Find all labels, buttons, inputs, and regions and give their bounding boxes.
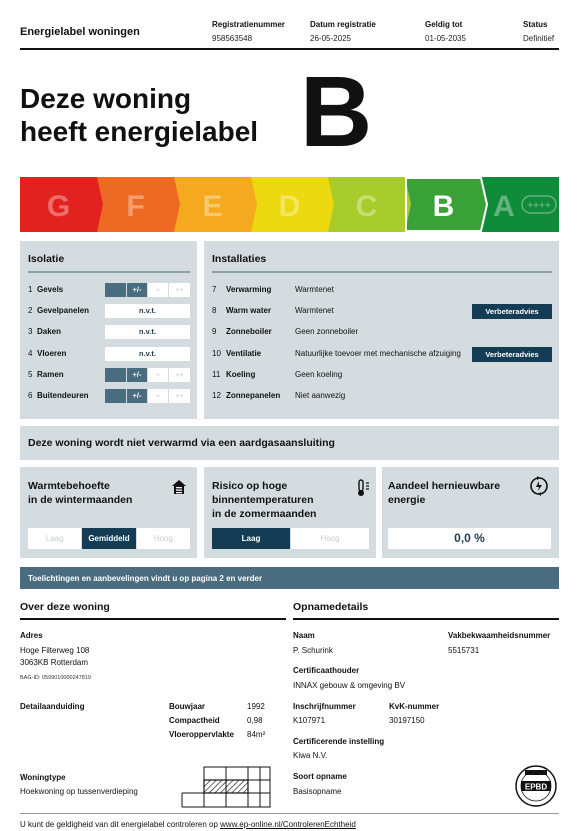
installatie-row-number: 8 [212,306,217,316]
thermometer-icon [354,479,370,502]
scale-seg-plusminus: +/- [127,368,147,382]
verbeteradvies-button[interactable]: Verbeteradvies [472,304,552,319]
woningtype-value: Hoekwoning op tussenverdieping [20,787,138,796]
scale-seg-plus: + [148,368,168,382]
vloer-value: 84m² [247,730,266,739]
installatie-row-number: 12 [212,391,221,400]
instelling-value: Kiwa N.V. [293,751,328,760]
bouwjaar-label: Bouwjaar [169,702,206,711]
installatie-row-label: Verwarming [226,285,272,294]
risico-panel [204,467,376,558]
headline [20,82,258,148]
scale-seg-plusminus: +/- [127,389,147,403]
hernieuwbaar-title-line1: Aandeel hernieuwbare [388,480,501,492]
status-block [523,20,554,43]
instelling-label: Certificerende instelling [293,737,385,746]
installatie-row-value: Natuurlijke toevoer met mechanische afzuiging [295,348,461,358]
installatie-row-value: Warmtenet [295,285,334,294]
hernieuwbaar-value: 0,0 % [388,528,551,549]
risico-title-line3: in de zomermaanden [212,508,317,520]
geldig-value: 01-05-2035 [425,34,466,43]
isolatie-row-scale [105,368,190,382]
energy-scale [20,177,559,232]
installatie-row-label: Warm water [226,306,272,316]
installaties-title: Installaties [212,253,267,265]
geldig-block [425,20,466,43]
footer-text: U kunt de geldigheid van dit energielabel controleren op [20,820,221,829]
toelichting-text: Toelichtingen en aanbevelingen vindt u op pagina 2 en verder [28,574,263,583]
scale-letter-f: F [126,190,145,223]
cert-label: Certificaathouder [293,666,360,675]
isolatie-row-label: Vloeren [37,348,67,358]
scale-seg-nvt: n.v.t. [105,304,190,318]
warmte-option-gemiddeld: Gemiddeld [82,528,135,549]
detail-label: Detailaanduiding [20,702,85,711]
isolatie-row-number: 6 [28,391,33,400]
installaties-divider [212,271,552,273]
scale-seg-minus [105,368,126,382]
isolatie-panel [20,241,197,419]
scale-seg-plusplus: ++ [169,368,190,382]
compactheid-label: Compactheid [169,716,220,725]
installatie-row-number: 7 [212,285,217,294]
datum-label: Datum registratie [310,20,376,29]
isolatie-row-label: Gevels [37,285,64,294]
scale-seg-plus: + [148,283,168,297]
house-icon [171,479,187,500]
installatie-row-value: Geen koeling [295,369,343,379]
scale-seg-minus [105,283,126,297]
hernieuwbaar-panel [382,467,559,558]
isolatie-row-label: Daken [37,327,62,337]
scale-seg-plusplus: ++ [169,389,190,403]
installatie-row-number: 11 [212,369,221,379]
building-diagram-icon [180,765,272,816]
warmte-title-line2: in de wintermaanden [28,494,133,506]
kvk-value: 30197150 [389,716,425,725]
bouwjaar-value: 1992 [247,702,265,711]
woningtype-label: Woningtype [20,773,66,782]
epbd-seal-icon [514,764,558,808]
installatie-row-value: Niet aanwezig [295,391,346,400]
registratienummer-value: 958563548 [212,34,253,43]
installatie-row-label: Zonneboiler [226,327,272,337]
footer [20,820,356,829]
footer-divider [20,813,559,814]
renewable-cycle-icon [528,475,550,502]
soort-value: Basisopname [293,787,342,796]
headline-line1: Deze woning [20,83,192,114]
scale-letter-g: G [46,190,71,223]
isolatie-row-scale [105,389,190,403]
hernieuwbaar-title-line2: energie [388,494,426,506]
installatie-row-value: Geen zonneboiler [295,327,359,337]
risico-title-line2: binnentemperaturen [212,494,314,506]
hernieuwbaar-title [388,479,500,507]
a-plus-text: ++++ [527,200,551,212]
isolatie-row-number: 3 [28,327,33,337]
isolatie-row-label: Gevelpanelen [37,306,90,316]
scale-letter-a: A [493,190,515,223]
installatie-row-label: Ventilatie [226,348,262,358]
isolatie-row-scale [105,283,190,297]
energy-scale-svg [20,177,559,232]
document-title: Energielabel woningen [20,26,140,38]
scale-seg-plusminus: +/- [127,283,147,297]
status-label: Status [523,20,548,29]
header-divider [20,48,559,50]
status-value: Definitief [523,34,555,43]
geldig-label: Geldig tot [425,20,463,29]
adres-label: Adres [20,631,43,640]
compactheid-value: 0,98 [247,716,263,725]
isolatie-row-scale [105,304,190,318]
scale-seg-minus [105,389,126,403]
datum-block [310,20,376,43]
scale-letter-e: E [202,190,223,223]
scale-letter-b: B [432,190,455,223]
risico-title [212,479,316,521]
verbeteradvies-button[interactable]: Verbeteradvies [472,347,552,362]
big-energy-label: B [300,56,373,168]
isolatie-divider [28,271,190,273]
toelichting-bar [20,567,559,589]
scale-seg-nvt: n.v.t. [105,347,190,361]
registratienummer-label: Registratienummer [212,20,285,29]
headline-line2: heeft energielabel [20,116,259,147]
footer-link[interactable]: www.ep-online.nl/ControlerenEchtheid [220,820,356,829]
isolatie-row-scale [105,325,190,339]
scale-seg-plusplus: ++ [169,283,190,297]
naam-label: Naam [293,631,315,640]
installatie-row-value: Warmtenet [295,306,334,316]
isolatie-row-number: 4 [28,348,33,358]
scale-letter-c: C [355,190,378,223]
risico-scale [212,528,369,549]
bag-id: BAG-ID: 0599010000247819 [20,675,91,681]
over-title: Over deze woning [20,601,110,613]
gas-banner-text: Deze woning wordt niet verwarmd via een aardgasaansluiting [28,437,335,449]
seal-text: EPBD [524,782,548,792]
inschrijf-value: K107971 [293,716,326,725]
registratienummer-block [212,20,285,43]
isolatie-row-scale [105,347,190,361]
warmte-option-hoog: Hoog [137,528,190,549]
isolatie-row-number: 2 [28,306,33,316]
risico-option-hoog: Hoog [291,528,369,549]
datum-value: 26-05-2025 [310,34,351,43]
kvk-label: KvK-nummer [389,702,440,711]
installatie-row-number: 9 [212,327,217,337]
opname-divider [293,618,559,620]
cert-value: INNAX gebouw & omgeving BV [293,681,406,690]
isolatie-row-label: Ramen [37,369,64,379]
vakbekwaam-value: 5515731 [448,646,480,655]
vakbekwaam-label: Vakbekwaamheidsnummer [448,631,551,640]
isolatie-row-number: 1 [28,285,33,294]
installatie-row-label: Zonnepanelen [226,391,281,400]
naam-value: P. Schurink [293,646,333,655]
scale-letter-d: D [278,190,301,223]
vloer-label: Vloeroppervlakte [169,730,234,739]
adres-line1: Hoge Filterweg 108 [20,646,90,655]
installatie-row-label: Koeling [226,369,256,379]
adres-line2: 3063KB Rotterdam [20,658,89,667]
isolatie-row-label: Buitendeuren [37,391,89,400]
over-divider [20,618,286,620]
scale-seg-plus: + [148,389,168,403]
warmtebehoefte-panel [20,467,197,558]
scale-seg-nvt: n.v.t. [105,325,190,339]
warmte-scale [28,528,190,549]
warmte-title [28,479,132,507]
opname-title: Opnamedetails [293,601,369,613]
warmte-option-laag: Laag [28,528,81,549]
installaties-panel [204,241,559,419]
gas-banner [20,426,559,460]
installatie-row-number: 10 [212,348,221,358]
warmte-title-line1: Warmtebehoefte [28,480,110,492]
risico-title-line1: Risico op hoge [212,480,288,492]
risico-option-laag: Laag [212,528,290,549]
soort-label: Soort opname [293,772,347,781]
isolatie-row-number: 5 [28,369,33,379]
inschrijf-label: Inschrijfnummer [293,702,356,711]
isolatie-title: Isolatie [28,253,65,265]
